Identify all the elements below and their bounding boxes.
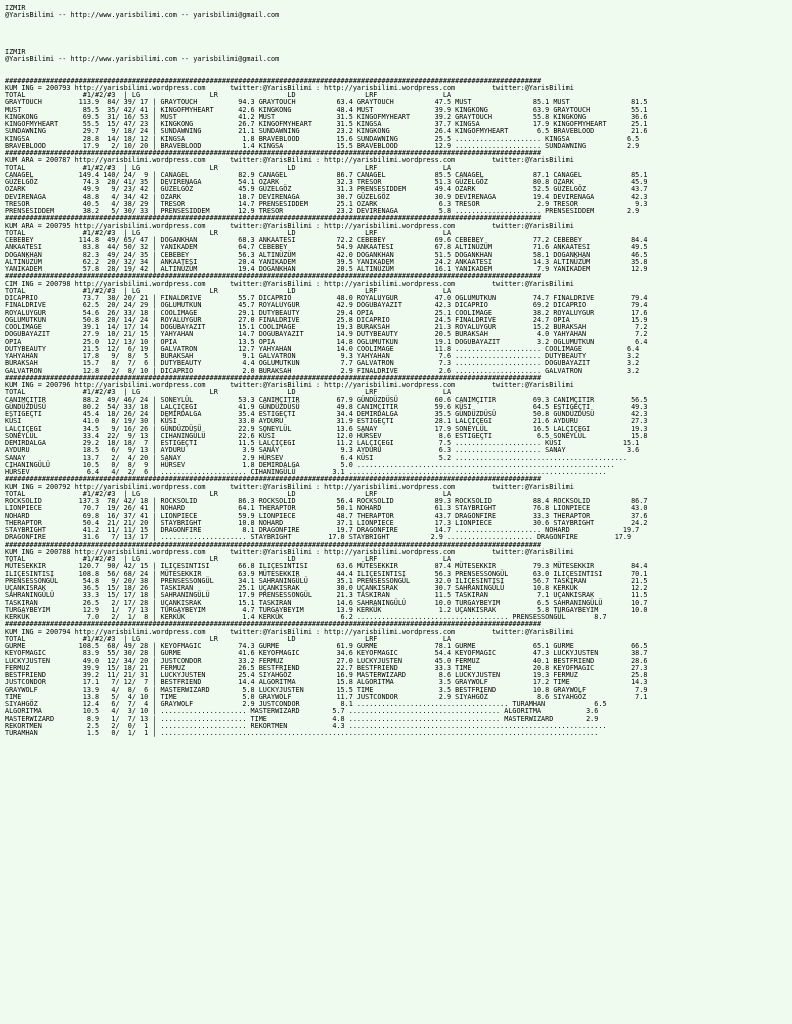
ranking-row: FINALDRIVE 62.5 20/ 24/ 29 | OGLUMUTKUN 45.7 ROYALUYGUR 42.9 DOGUBAYAZIT 42.3 DICAPRIO 69.2 DICAPRIO 79.4 (5, 301, 648, 310)
race-header-line: CIM ING = 200798 http://yarisbilimi.wordpress.com twitter:@YarisBilimi : http://yarisbilimi.wordpress.com twitter:@YarisBilimi (5, 279, 574, 288)
ranking-row: MASTERWIZARD 8.9 1/ 7/ 13 | ..................... TIME 4.8 ..................................... MASTERWIZARD 2.9 (5, 714, 599, 723)
separator-line: ################################################################################################################################### (5, 373, 542, 382)
column-header-line: TOTAL #1/#2/#3 | LG LR LD LRF LA (5, 489, 452, 498)
ranking-row: BURAKSAH 15.7 8/ 7/ 6 | DUTYBEAUTY 4.4 OGLUMUTKUN 7.7 GALVATRON 7.3 ..................... DOGUBAYAZIT 3.2 (5, 359, 640, 368)
ranking-row: DOGUBAYAZIT 27.9 10/ 21/ 15 | YAHYAHAN 14.7 DOGUBAYAZIT 14.9 DUTYBEAUTY 20.5 BURAKSAH 4.0 YAHYAHAN 7.2 (5, 330, 648, 339)
ranking-row: KERKÜK 7.0 2/ 1/ 8 | KERKÜK 1.4 KERKÜK 6.2 ..................................... PRENSESSONGÜL 8.7 (5, 613, 607, 621)
ranking-row: DRAGONFIRE 31.6 7/ 13/ 17 | ..................... STAYBRIGHT 17.0 STAYBRIGHT 2.9 ..................... DRAGONFIRE 17.9 (5, 533, 632, 542)
ranking-row: DEVIRENAGA 48.8 4/ 34/ 42 | OZARK 18.7 DEVIRENAGA 30.7 GÜZELGÖZ 30.9 DEVIRENAGA 19.4 DEVIRENAGA 42.3 (5, 192, 648, 201)
ranking-row: KINGOFMYHEART 55.5 15/ 47/ 23 | KINGKONG 26.7 KINGOFMYHEART 31.5 KINGSA 37.7 KINGSA 17.9 KINGOFMYHEART 25.1 (5, 120, 648, 128)
race-header-line: KUM ARA = 200787 http://yarisbilimi.wordpress.com twitter:@YarisBilimi : http://yarisbilimi.wordpress.com twitter:@YarisBilimi (5, 156, 574, 165)
ranking-row: KINGSA 28.8 14/ 18/ 12 | KINGSA 1.8 BRAVEBLOOD 15.6 SUNDAWNING 25.5 ..................... KINGSA 6.5 (5, 134, 640, 143)
column-header-line: TOTAL #1/#2/#3 | LG LR LD LRF LA (5, 228, 452, 237)
ranking-row: CEBEBEY 114.8 49/ 65/ 47 | DOGANKHAN 68.3 ANKAATESI 72.2 CEBEBEY 69.6 CEBEBEY 77.2 CEBEBEY 84.4 (5, 236, 648, 244)
ranking-row: FERMUZ 39.9 15/ 18/ 21 | FERMUZ 26.5 BESTFRIEND 22.7 BESTFRIEND 33.3 TIME 20.8 KEYOFMAGIC 27.3 (5, 663, 648, 672)
race-header-line: KUM ING = 200796 http://yarisbilimi.wordpress.com twitter:@YarisBilimi : http://yarisbilimi.wordpress.com twitter:@YarisBilimi (5, 381, 574, 389)
blank-line (5, 41, 789, 48)
ranking-row: CIHANINGÜLÜ 10.5 0/ 8/ 9 | HÜRSEV 1.8 DEMIRDALGA 5.0 ............................................................... (5, 460, 615, 469)
ranking-row: TURAMHAN 1.5 0/ 1/ 1 | ........................................................................................................... (5, 729, 599, 737)
race-report-document (5, 5, 789, 737)
contact-line: @YarisBilimi -- http://www.yarisbilimi.com -- yarisbilimi@gmail.com (5, 54, 280, 63)
ranking-row: TASKIRAN 26.5 2/ 17/ 28 | UÇANKISRAK 15.1 TASKIRAN 14.6 SAHRANINGÜLÜ 10.0 TURGAYBEYIM 6.5 SAHRANINGÜLÜ 10.7 (5, 598, 648, 607)
ranking-row: REKORTMEN 2.5 2/ 0/ 1 | ..................... REKORTMEN 4.3 ............................................................... (5, 721, 607, 730)
ranking-row: OZARK 49.9 9/ 23/ 42 | GÜZELGÖZ 45.9 GÜZELGÖZ 31.3 PRENSESIDDEM 49.4 OZARK 52.5 GÜZELGÖZ 43.7 (5, 185, 648, 194)
separator-line: ################################################################################################################################### (5, 214, 542, 223)
race-header-line: KUM ING = 200794 http://yarisbilimi.wordpress.com twitter:@YarisBilimi : http://yarisbilimi.wordpress.com twitter:@YarisBilimi (5, 627, 574, 636)
column-header-line: TOTAL #1/#2/#3 | LG LR LD LRF LA (5, 555, 452, 563)
ranking-row: DICAPRIO 73.7 38/ 20/ 21 | FINALDRIVE 55.7 DICAPRIO 48.0 ROYALUYGUR 47.0 OGLUMUTKUN 74.7 FINALDRIVE 79.4 (5, 294, 648, 302)
separator-line: ################################################################################################################################### (5, 540, 542, 549)
column-header-line: TOTAL #1/#2/#3 | LG LR LD LRF LA (5, 388, 452, 397)
ranking-row: ALTINÜZÜM 62.2 20/ 32/ 34 | ANKAATESI 20.4 YANIKADEM 39.5 YANIKADEM 24.2 ANKAATESI 14.3 ALTINÜZÜM 35.8 (5, 257, 648, 266)
ranking-row: LALÇIÇEGI 34.5 9/ 16/ 26 | GÜNDÜZDÜSÜ 22.9 SONEYLÜL 13.6 SANAY 17.9 SONEYLÜL 16.5 LALÇIÇEGI 19.3 (5, 424, 648, 433)
ranking-row: NOHARD 69.8 16/ 37/ 41 | LIONPIECE 59.9 LIONPIECE 48.7 THERAPTOR 43.7 DRAGONFIRE 33.3 THERAPTOR 37.6 (5, 511, 648, 520)
ranking-row: OGLUMUTKUN 50.8 20/ 14/ 24 | ROYALUYGUR 27.0 FINALDRIVE 25.8 DICAPRIO 24.5 FINALDRIVE 24.7 OPIA 15.9 (5, 315, 648, 324)
ranking-row: GÜZELGÖZ 74.3 28/ 41/ 35 | DEVIRENAGA 54.1 OZARK 32.3 TRESOR 51.3 GÜZELGÖZ 80.8 OZARK 45.9 (5, 178, 648, 186)
ranking-row: DOGANKHAN 82.3 49/ 24/ 35 | CEBEBEY 56.3 ALTINÜZÜM 42.0 DOGANKHAN 51.5 DOGANKHAN 58.1 DOGANKHAN 46.5 (5, 250, 648, 259)
ranking-row: LUCKYJUSTEN 49.0 12/ 34/ 20 | JUSTCONDOR 33.2 FERMUZ 27.0 LUCKYJUSTEN 45.0 FERMUZ 40.1 BESTFRIEND 28.6 (5, 656, 648, 665)
ranking-row: DEMIRDALGA 29.2 18/ 18/ 7 | ESTIGEÇTI 11.5 LALÇIÇEGI 11.2 LALÇIÇEGI 7.5 ..................... KÜSI 15.1 (5, 439, 640, 447)
race-header-line: KUM ING = 200793 http://yarisbilimi.wordpress.com twitter:@YarisBilimi : http://yarisbilimi.wordpress.com twitter:@YarisBilimi (5, 83, 574, 92)
ranking-row: MÜTESEKKIR 120.7 90/ 42/ 15 | ILIÇESINTISI 66.8 ILIÇESINTISI 63.6 MÜTESEKKIR 87.4 MÜTESEKKIR 79.3 MÜTESEKKIR 84.4 (5, 562, 648, 571)
ranking-row: COOLIMAGE 39.1 14/ 17/ 14 | DOGUBAYAZIT 15.1 COOLIMAGE 19.3 BURAKSAH 21.3 ROYALUYGUR 15.2 BURAKSAH 7.2 (5, 323, 648, 331)
ranking-row: PRENSESIDDEM 38.2 5/ 30/ 33 | PRENSESIDDEM 12.9 TRESOR 23.2 DEVIRENAGA 5.8 ..................... PRENSESIDDEM 2.9 (5, 207, 640, 215)
race-header-line: KUM ING = 200788 http://yarisbilimi.wordpress.com twitter:@YarisBilimi : http://yarisbilimi.wordpress.com twitter:@YarisBilimi (5, 547, 574, 556)
ranking-row: ESTIGEÇTI 45.4 18/ 26/ 24 | DEMIRDALGA 35.4 ESTIGEÇTI 34.4 DEMIRDALGA 35.5 GÜNDÜZDÜSÜ 50.8 GÜNDÜZDÜSÜ 42.3 (5, 410, 648, 418)
ranking-row: SAHRANINGÜLÜ 33.3 15/ 17/ 18 | SAHRANINGÜLÜ 17.9 PRENSESSONGÜL 21.3 TASKIRAN 11.5 TASKIRAN 7.1 UÇANKISRAK 11.5 (5, 591, 648, 600)
blank-line (5, 27, 789, 34)
ranking-row: SIYAHGÖZ 12.4 6/ 7/ 4 | GRAYWOLF 2.9 JUSTCONDOR 8.1 ..................................... TURAMHAN 6.5 (5, 700, 607, 708)
ranking-row: CANIMÇITIR 88.2 49/ 46/ 24 | SONEYLÜL 53.3 CANIMÇITIR 67.9 GÜNDÜZDÜSÜ 60.6 CANIMÇITIR 69.3 CANIMÇITIR 56.5 (5, 395, 648, 404)
separator-line: ################################################################################################################################### (5, 475, 542, 484)
ranking-row: THERAPTOR 50.4 21/ 21/ 20 | STAYBRIGHT 10.8 NOHARD 37.1 LIONPIECE 17.3 LIONPIECE 30.6 STAYBRIGHT 24.2 (5, 518, 648, 527)
ranking-row: KÜSI 41.0 8/ 19/ 30 | KÜSI 33.0 AYDURU 31.9 ESTIGEÇTI 28.1 LALÇIÇEGI 21.6 AYDURU 27.3 (5, 417, 648, 426)
ranking-row: SUNDAWNING 29.7 9/ 18/ 24 | SUNDAWNING 21.1 SUNDAWNING 23.2 KINGKONG 26.4 KINGOFMYHEART 6.5 BRAVEBLOOD 21.6 (5, 127, 648, 136)
ranking-row: YANIKADEM 57.8 28/ 19/ 42 | ALTINÜZÜM 19.4 DOGANKHAN 20.5 ALTINÜZÜM 16.1 YANIKADEM 7.9 YANIKADEM 12.9 (5, 265, 648, 273)
blank-line (5, 34, 789, 41)
separator-line: ################################################################################################################################### (5, 272, 542, 281)
ranking-row: SANAY 13.7 2/ 4/ 20 | SANAY 2.9 HÜRSEV 6.4 KÜSI 5.2 .......................................... (5, 453, 627, 462)
ranking-row: LIONPIECE 70.7 19/ 26/ 41 | NOHARD 64.1 THERAPTOR 50.1 NOHARD 61.3 STAYBRIGHT 76.8 LIONPIECE 43.0 (5, 504, 648, 513)
contact-line: @YarisBilimi -- http://www.yarisbilimi.com -- yarisbilimi@gmail.com (5, 11, 280, 20)
ranking-row: YAHYAHAN 17.8 9/ 8/ 5 | BURAKSAH 9.1 GALVATRON 9.3 YAHYAHAN 7.6 ..................... DUTYBEAUTY 3.2 (5, 352, 640, 360)
ranking-row: KEYOFMAGIC 83.9 55/ 30/ 28 | GURME 41.6 KEYOFMAGIC 34.6 KEYOFMAGIC 54.4 KEYOFMAGIC 47.3 LUCKYJUSTEN 38.7 (5, 649, 648, 658)
ranking-row: MUST 85.5 35/ 42/ 41 | KINGOFMYHEART 42.6 KINGKONG 48.4 MUST 39.9 KINGKONG 63.9 GRAYTOUCH 55.1 (5, 105, 648, 114)
ranking-row: GALVATRON 12.8 2/ 8/ 10 | DICAPRIO 2.0 BURAKSAH 2.9 FINALDRIVE 2.6 ..................... GALVATRON 3.2 (5, 366, 640, 375)
ranking-row: GURME 108.5 68/ 49/ 28 | KEYOFMAGIC 74.3 GURME 61.9 GURME 78.1 GURME 65.1 GURME 66.5 (5, 642, 648, 650)
ranking-row: TIME 13.8 5/ 4/ 10 | TIME 5.0 GRAYWOLF 11.7 JUSTCONDOR 2.9 SIYAHGÖZ 8.6 SIYAHGÖZ 7.1 (5, 692, 648, 701)
ranking-row: ROYALUYGUR 54.6 26/ 33/ 18 | COOLIMAGE 29.1 DUTYBEAUTY 29.4 OPIA 25.1 COOLIMAGE 38.2 ROYALUYGUR 17.6 (5, 308, 648, 317)
ranking-row: DUTYBEAUTY 21.5 12/ 6/ 19 | GALVATRON 12.7 YAHYAHAN 14.0 COOLIMAGE 11.8 ..................... COOLIMAGE 6.4 (5, 344, 640, 353)
ranking-row: GÜNDÜZDÜSÜ 80.2 54/ 33/ 18 | LALÇIÇEGI 41.9 GÜNDÜZDÜSÜ 49.8 CANIMÇITIR 59.6 KÜSI 64.5 ESTIGEÇTI 49.3 (5, 402, 648, 411)
ranking-row: ROCKSOLID 137.3 78/ 42/ 18 | ROCKSOLID 86.3 ROCKSOLID 56.4 ROCKSOLID 89.3 ROCKSOLID 88.4 ROCKSOLID 86.7 (5, 497, 648, 505)
ranking-row: BRAVEBLOOD 17.9 2/ 10/ 20 | BRAVEBLOOD 1.4 KINGSA 15.5 BRAVEBLOOD 12.9 ..................... SUNDAWNING 2.9 (5, 141, 640, 150)
ranking-row: KINGKONG 69.5 31/ 16/ 53 | MUST 41.2 MUST 31.5 KINGOFMYHEART 39.2 GRAYTOUCH 55.8 KINGKONG 36.6 (5, 112, 648, 121)
ranking-row: JUSTCONDOR 17.1 7/ 12/ 7 | BESTFRIEND 14.4 ALGORITMA 15.8 ALGORITMA 3.5 GRAYWOLF 17.2 TIME 14.3 (5, 678, 648, 687)
ranking-row: PRENSESSONGÜL 54.8 9/ 20/ 38 | PRENSESSONGÜL 34.1 SAHRANINGÜLÜ 35.1 PRENSESSONGÜL 32.0 ILIÇESINTISI 56.7 TASKIRAN 21.5 (5, 576, 648, 585)
ranking-row: TURGAYBEYIM 12.9 1/ 7/ 13 | TURGAYBEYIM 4.7 TURGAYBEYIM 13.9 KERKÜK 1.2 UÇANKISRAK 5.8 TURGAYBEYIM 10.0 (5, 605, 648, 614)
city-title: IZMIR (5, 47, 26, 56)
ranking-row: ANKAATESI 83.8 44/ 50/ 32 | YANIKADEM 64.7 CEBEBEY 54.9 ANKAATESI 67.8 ALTINÜZÜM 71.6 ANKAATESI 49.5 (5, 243, 648, 252)
blank-line (5, 20, 789, 27)
column-header-line: TOTAL #1/#2/#3 | LG LR LD LRF LA (5, 91, 452, 99)
ranking-row: AYDURU 18.5 6/ 9/ 13 | AYDURU 3.9 SANAY 9.3 AYDURU 6.3 ..................... SANAY 3.6 (5, 446, 640, 455)
column-header-line: TOTAL #1/#2/#3 | LG LR LD LRF LA (5, 163, 452, 172)
ranking-row: GRAYTOUCH 113.9 84/ 39/ 17 | GRAYTOUCH 94.3 GRAYTOUCH 63.4 GRAYTOUCH 47.5 MUST 85.1 MUST 81.5 (5, 98, 648, 107)
ranking-row: STAYBRIGHT 41.2 11/ 11/ 15 | DRAGONFIRE 8.1 DRAGONFIRE 19.7 DRAGONFIRE 14.7 ..................... NOHARD 19.7 (5, 526, 640, 534)
ranking-row: TRESOR 40.5 4/ 38/ 29 | TRESOR 14.7 PRENSESIDDEM 25.1 OZARK 6.3 TRESOR 2.9 TRESOR 9.3 (5, 199, 648, 208)
city-title: IZMIR (5, 5, 26, 12)
column-header-line: TOTAL #1/#2/#3 | LG LR LD LRF LA (5, 634, 452, 643)
ranking-row: BESTFRIEND 39.2 11/ 21/ 31 | LUCKYJUSTEN 25.4 SIYAHGÖZ 16.9 MASTERWIZARD 8.6 LUCKYJUSTEN 19.3 FERMUZ 25.8 (5, 671, 648, 679)
race-header-line: KUM ING = 200792 http://yarisbilimi.wordpress.com twitter:@YarisBilimi : http://yarisbilimi.wordpress.com twitter:@YarisBilimi (5, 482, 574, 491)
ranking-row: ILIÇESINTISI 108.8 56/ 68/ 24 | MÜTESEKKIR 63.9 MÜTESEKKIR 44.4 ILIÇESINTISI 56.3 PRENSESSONGÜL 63.0 ILIÇESINTISI 70.1 (5, 569, 648, 578)
ranking-row: HÜRSEV 6.4 4/ 2/ 6 | ..................... CIHANINGÜLÜ 3.1 ............................................................... (5, 468, 607, 476)
race-header-line: KUM ARA = 200795 http://yarisbilimi.wordpress.com twitter:@YarisBilimi : http://yarisbilimi.wordpress.com twitter:@YarisBilimi (5, 221, 574, 230)
blank-line (5, 63, 789, 70)
separator-line: ################################################################################################################################### (5, 76, 542, 85)
ranking-row: UÇANKISRAK 36.5 15/ 18/ 26 | TASKIRAN 25.1 UÇANKISRAK 30.0 UÇANKISRAK 30.7 SAHRANINGÜLÜ 10.8 KERKÜK 12.2 (5, 584, 648, 592)
ranking-row: SONEYLÜL 33.4 22/ 9/ 13 | CIHANINGÜLÜ 22.6 KÜSI 12.0 HÜRSEV 8.6 ESTIGEÇTI 6.5 SONEYLÜL 15.8 (5, 431, 648, 440)
ranking-row: ALGORITMA 10.5 4/ 3/ 10 | ..................... MASTERWIZARD 5.7 ..................................... ALGORITMA 3.6 (5, 707, 599, 716)
ranking-row: CANAGEL 149.4 140/ 24/ 9 | CANAGEL 82.9 CANAGEL 86.7 CANAGEL 85.5 CANAGEL 87.1 CANAGEL 85.1 (5, 170, 648, 179)
ranking-row: GRAYWOLF 13.9 4/ 8/ 6 | MASTERWIZARD 5.8 LUCKYJUSTEN 15.5 TIME 3.5 BESTFRIEND 10.8 GRAYWOLF 7.9 (5, 685, 648, 694)
ranking-row: OPIA 25.0 12/ 13/ 10 | OPIA 13.5 OPIA 14.8 OGLUMUTKUN 19.1 DOGUBAYAZIT 3.2 OGLUMUTKUN 6.4 (5, 337, 648, 346)
separator-line: ################################################################################################################################### (5, 149, 542, 157)
separator-line: ################################################################################################################################### (5, 620, 542, 629)
column-header-line: TOTAL #1/#2/#3 | LG LR LD LRF LA (5, 286, 452, 295)
